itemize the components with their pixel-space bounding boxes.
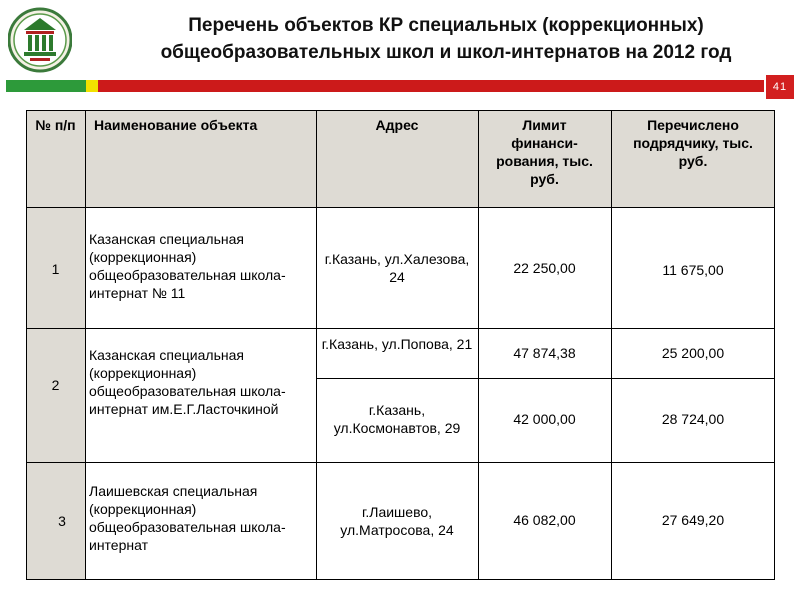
yellow-stripe <box>86 80 98 92</box>
row-2a-paid: 25 200,00 <box>661 345 725 361</box>
row-3-limit: 46 082,00 <box>513 512 576 528</box>
header-num: № п/п <box>35 117 76 133</box>
row-2b-paid: 28 724,00 <box>661 411 725 427</box>
row-1-name: Казанская специальная (коррекционная) общеобразовательная школа-интернат № 11 <box>89 231 286 301</box>
grid-line <box>26 207 775 208</box>
header-paid: Перечислено подрядчику, тыс. руб. <box>633 117 753 169</box>
row-2-name: Казанская специальная (коррекционная) общеобразовательная школа-интернат им.Е.Г.Ласточкиной <box>89 347 286 417</box>
row-2a-address: г.Казань, ул.Попова, 21 <box>321 336 473 352</box>
row-2a-limit: 47 874,38 <box>513 345 576 361</box>
red-stripe <box>98 80 764 92</box>
grid-line <box>26 462 775 463</box>
grid-line <box>26 110 775 111</box>
grid-line <box>774 110 775 580</box>
header-name: Наименование объекта <box>94 117 258 133</box>
row-1-paid: 11 675,00 <box>662 262 724 278</box>
objects-table <box>26 110 775 580</box>
title-line-1: Перечень объектов КР специальных (коррекционных) <box>188 15 704 36</box>
page-title <box>96 12 796 66</box>
row-3-name: Лаишевская специальная (коррекционная) общеобразовательная школа-интернат <box>89 483 286 553</box>
row-3-num: 3 <box>58 513 66 529</box>
page-number: 41 <box>766 75 794 99</box>
row-2b-address: г.Казань, ул.Космонавтов, 29 <box>333 402 461 436</box>
grid-line <box>611 110 612 580</box>
header-address: Адрес <box>375 117 419 133</box>
grid-line <box>316 378 775 379</box>
header-limit: Лимит финанси-рования, тыс. руб. <box>496 117 593 187</box>
tatarstan-emblem-icon <box>8 6 72 74</box>
grid-line <box>26 328 775 329</box>
row-3-address: г.Лаишево, ул.Матросова, 24 <box>340 504 454 538</box>
row-3-paid: 27 649,20 <box>661 512 725 528</box>
row-2b-limit: 42 000,00 <box>513 411 576 427</box>
green-stripe <box>6 80 86 92</box>
grid-line <box>26 579 775 580</box>
row-1-address: г.Казань, ул.Халезова, 24 <box>324 251 470 285</box>
grid-line <box>478 110 479 580</box>
row-2-num: 2 <box>51 377 60 393</box>
grid-line <box>316 110 317 580</box>
row-1-num: 1 <box>51 261 60 277</box>
grid-line <box>26 110 27 580</box>
title-line-2: общеобразовательных школ и школ-интернатов на 2012 год <box>160 42 732 63</box>
grid-line <box>85 110 86 580</box>
row-1-limit: 22 250,00 <box>513 260 576 276</box>
